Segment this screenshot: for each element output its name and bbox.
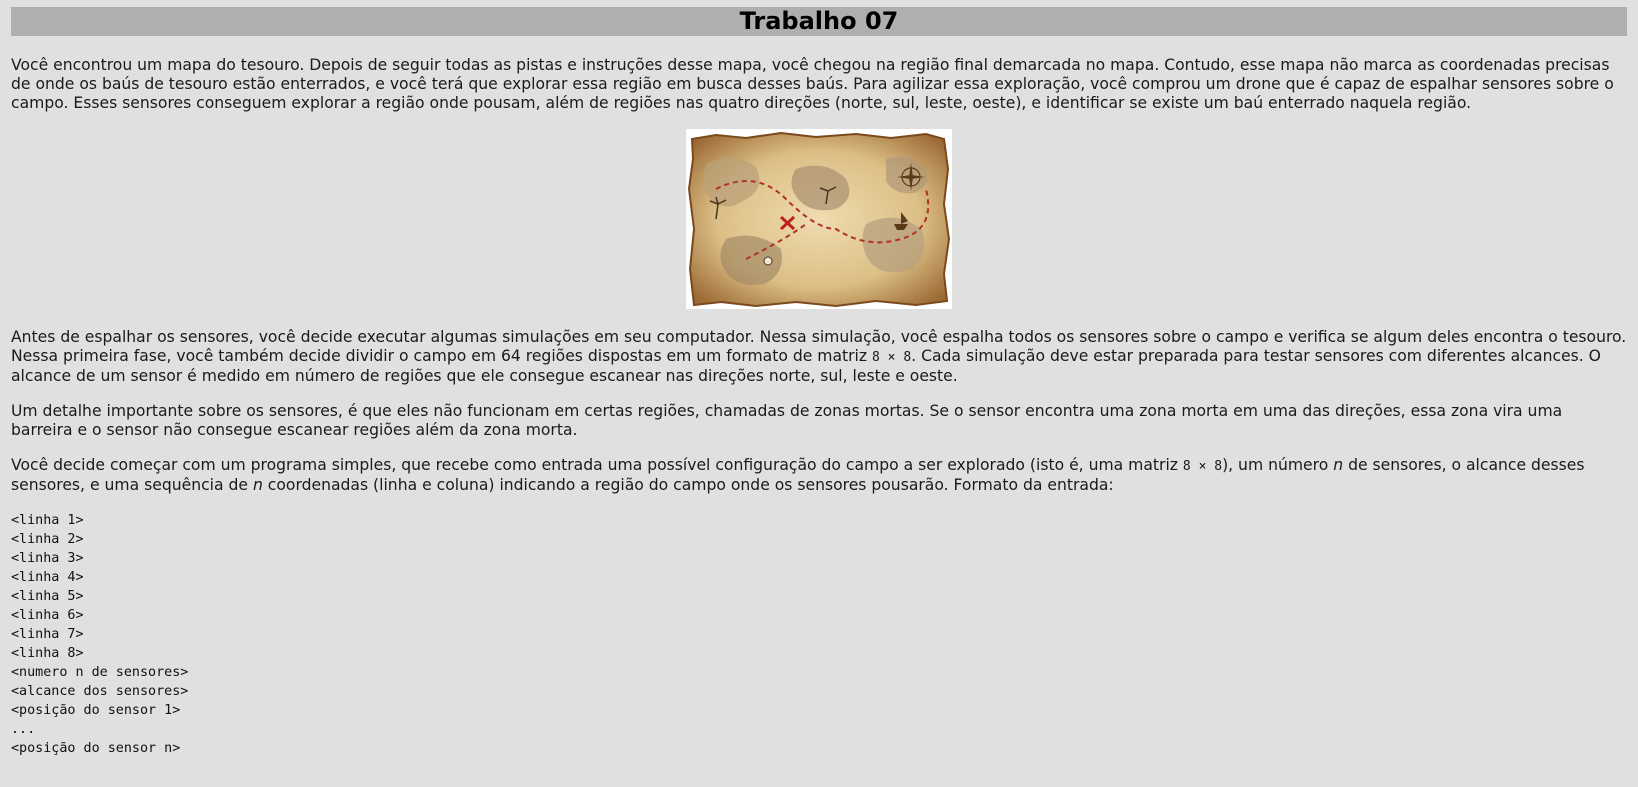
input-format-line: <alcance dos sensores>	[11, 684, 189, 699]
input-format-line: <linha 5>	[11, 589, 84, 604]
map-image-container	[11, 129, 1627, 309]
matrix-size-code: 8 × 8	[872, 350, 912, 365]
input-format-line: <linha 3>	[11, 551, 84, 566]
input-format-line: <posição do sensor n>	[11, 741, 181, 756]
page-title: Trabalho 07	[739, 7, 899, 35]
input-format-line: <linha 6>	[11, 608, 84, 623]
input-format-line: <numero n de sensores>	[11, 665, 189, 680]
treasure-map-image	[686, 129, 952, 309]
simulation-text-1: Antes de espalhar os sensores, você decide executar algumas simulações em seu computador. Nessa simulação, você espalha todos os sensores sobre o campo e verifica se algum deles encontra o tesouro. Nessa primeira fase, você também decide dividir o campo em 64 regiões dispostas em um formato de matriz	[11, 328, 1627, 365]
program-text-4: coordenadas (linha e coluna) indicando a região do campo onde os sensores pousarão. Formato da entrada:	[262, 476, 1114, 494]
n-variable: n	[1333, 456, 1344, 474]
input-format-line: <linha 7>	[11, 627, 84, 642]
n-variable-2: n	[252, 476, 263, 494]
input-format-line: <linha 2>	[11, 532, 84, 547]
input-format-line: <linha 4>	[11, 570, 84, 585]
program-text-1: Você decide começar com um programa simples, que recebe como entrada uma possível configuração do campo a ser explorado (isto é, uma matriz	[11, 456, 1183, 474]
title-bar	[11, 7, 1627, 36]
input-format-block	[11, 511, 1627, 758]
input-format-line: <posição do sensor 1>	[11, 703, 181, 718]
simulation-text-2: . Cada simulação deve estar preparada para testar sensores com diferentes alcances. O alcance de um sensor é medido em número de regiões que ele consegue escanear nas direções norte, sul, leste e oeste.	[11, 347, 1601, 385]
matrix-size-code-2: 8 × 8	[1182, 459, 1223, 474]
program-text-3: de sensores, o alcance desses sensores, e uma sequência de	[11, 456, 1585, 494]
input-format-line: ...	[11, 722, 36, 737]
intro-paragraph: Você encontrou um mapa do tesouro. Depois de seguir todas as pistas e instruções desse mapa, você chegou na região final demarcada no mapa. Contudo, esse mapa não marca as coordenadas precisas de onde os baús de tesouro estão enterrados, e você terá que explorar essa região em busca desses baús. Para agilizar essa exploração, você comprou um drone que é capaz de espalhar sensores sobre o campo. Esses sensores conseguem explorar a região onde pousam, além de regiões nas quatro direções (norte, sul, leste, oeste), e identificar se existe um baú enterrado naquela região.	[11, 56, 1614, 112]
input-format-line: <linha 8>	[11, 646, 84, 661]
program-paragraph	[11, 456, 1627, 495]
dead-zones-paragraph: Um detalhe importante sobre os sensores, é que eles não funcionam em certas regiões, chamadas de zonas mortas. Se o sensor encontra uma zona morta em uma das direções, essa zona vira uma barreira e o sensor não consegue escanear regiões além da zona morta.	[11, 402, 1563, 439]
input-format-line: <linha 1>	[11, 513, 84, 528]
simulation-paragraph	[11, 328, 1627, 386]
program-text-2: ), um número	[1222, 456, 1334, 474]
